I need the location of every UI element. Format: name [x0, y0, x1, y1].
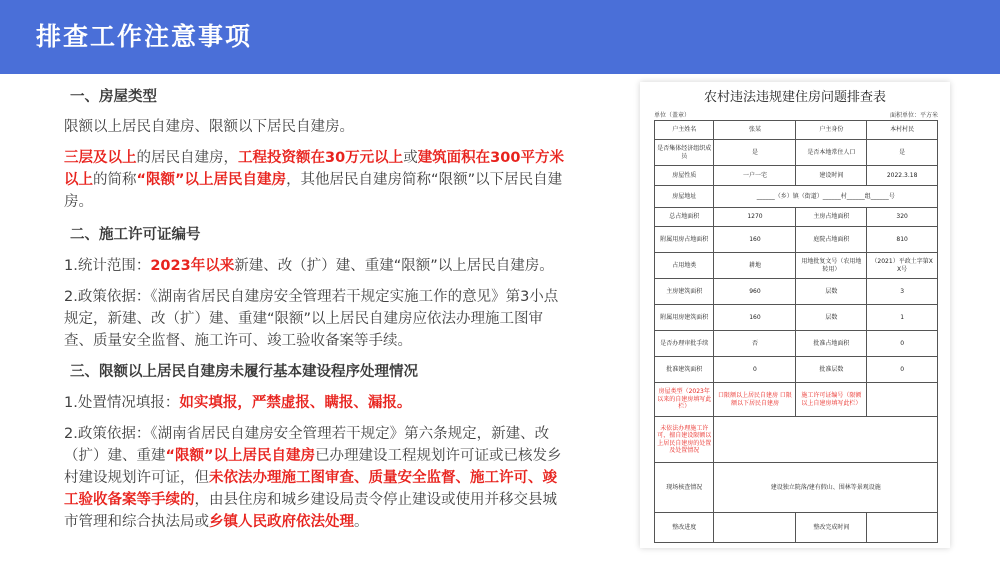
table-row: 现场核查情况 建设独立院落/建有假山、围林等景观设施: [655, 463, 938, 513]
section-2-heading: 二、施工许可证编号: [70, 227, 201, 243]
inspection-form-image: [640, 82, 950, 548]
table-row: 户主姓名 张某 户主身份 本村村民: [655, 121, 938, 140]
form-unit: 单位（盖章）: [654, 112, 691, 119]
section-1-heading: 一、房屋类型: [70, 89, 157, 105]
table-row: 房屋类型（2023年以来的自建房填写此栏） 口限额以上居民自建房 口限额以下居民自建房 施工许可证编号（限额以上自建房填写此栏）: [655, 383, 938, 417]
table-row: 房屋性质 一户一宅 建设时间 2022.3.18: [655, 166, 938, 186]
form-title: 农村违法违规建住房问题排查表: [703, 90, 886, 105]
table-row: 总占地面积 1270 主房占地面积 320: [655, 208, 938, 227]
form-table: [654, 120, 938, 543]
form-meta: [654, 110, 938, 119]
table-row: 主房建筑面积 960 层数 3: [655, 279, 938, 305]
table-row: 附属用房建筑面积 160 层数 1: [655, 305, 938, 331]
header-bar: [0, 0, 1000, 74]
table-row: 是否办理审批手续 否 批准占地面积 0: [655, 331, 938, 357]
page-title: 排查工作注意事项: [36, 22, 253, 51]
content-left: [64, 82, 564, 533]
table-row: 批准建筑面积 0 批准层数 0: [655, 357, 938, 383]
form-area-unit: 面积单位：平方米: [889, 112, 938, 119]
table-row: 占用地类 耕地 用地批复文号（农用地转用） （2021）平政土字第X X号: [655, 253, 938, 279]
section-1-text-1: 限额以上居民自建房、限额以下居民自建房。: [64, 119, 354, 135]
section-3-text-2: 2.政策依据：《湖南省居民自建房安全管理若干规定》第六条规定，新建、改（扩）建、重建“限额”以上居民自建房已办理建设工程规划许可证或已核发乡村建设规划许可证，但未依法办理施工图审查、质量安全监督、施工许可、竣工验收备案等手续的，由县住房和城乡建设局责令停止建设或使用并移交县城市管理和综合执法局或乡镇人民政府依法处理。: [64, 426, 562, 530]
table-row: 是否集体经济组织成员 是 是否本地常住人口 是: [655, 140, 938, 166]
section-3-text-1: 1.处置情况填报：如实填报，严禁虚报、瞒报、漏报。: [64, 395, 412, 411]
table-row: 整改进度 整改完成时间: [655, 513, 938, 543]
section-3-heading: 三、限额以上居民自建房未履行基本建设程序处理情况: [70, 364, 418, 380]
section-2-text-2: 2.政策依据：《湖南省居民自建房安全管理若干规定实施工作的意见》第3小点规定，新建、改（扩）建、重建“限额”以上居民自建房应依法办理施工图审查、质量安全监督、施工许可、竣工验收备案等手续。: [64, 289, 559, 349]
table-row: 未依法办理施工许可，擅自建设限额以上居民自建房的处置及处置情况: [655, 417, 938, 463]
section-2-text-1: 1.统计范围：2023年以来新建、改（扩）建、重建“限额”以上居民自建房。: [64, 258, 554, 274]
section-1-text-2: 三层及以上的居民自建房，工程投资额在30万元以上或建筑面积在300平方米以上的简称“限额”以上居民自建房，其他居民自建房简称“限额”以下居民自建房。: [64, 150, 564, 210]
table-row: 房屋地址 ______（乡）镇（街道）______村______组______号: [655, 186, 938, 208]
table-row: 附属用房占地面积 160 庭院占地面积 810: [655, 227, 938, 253]
